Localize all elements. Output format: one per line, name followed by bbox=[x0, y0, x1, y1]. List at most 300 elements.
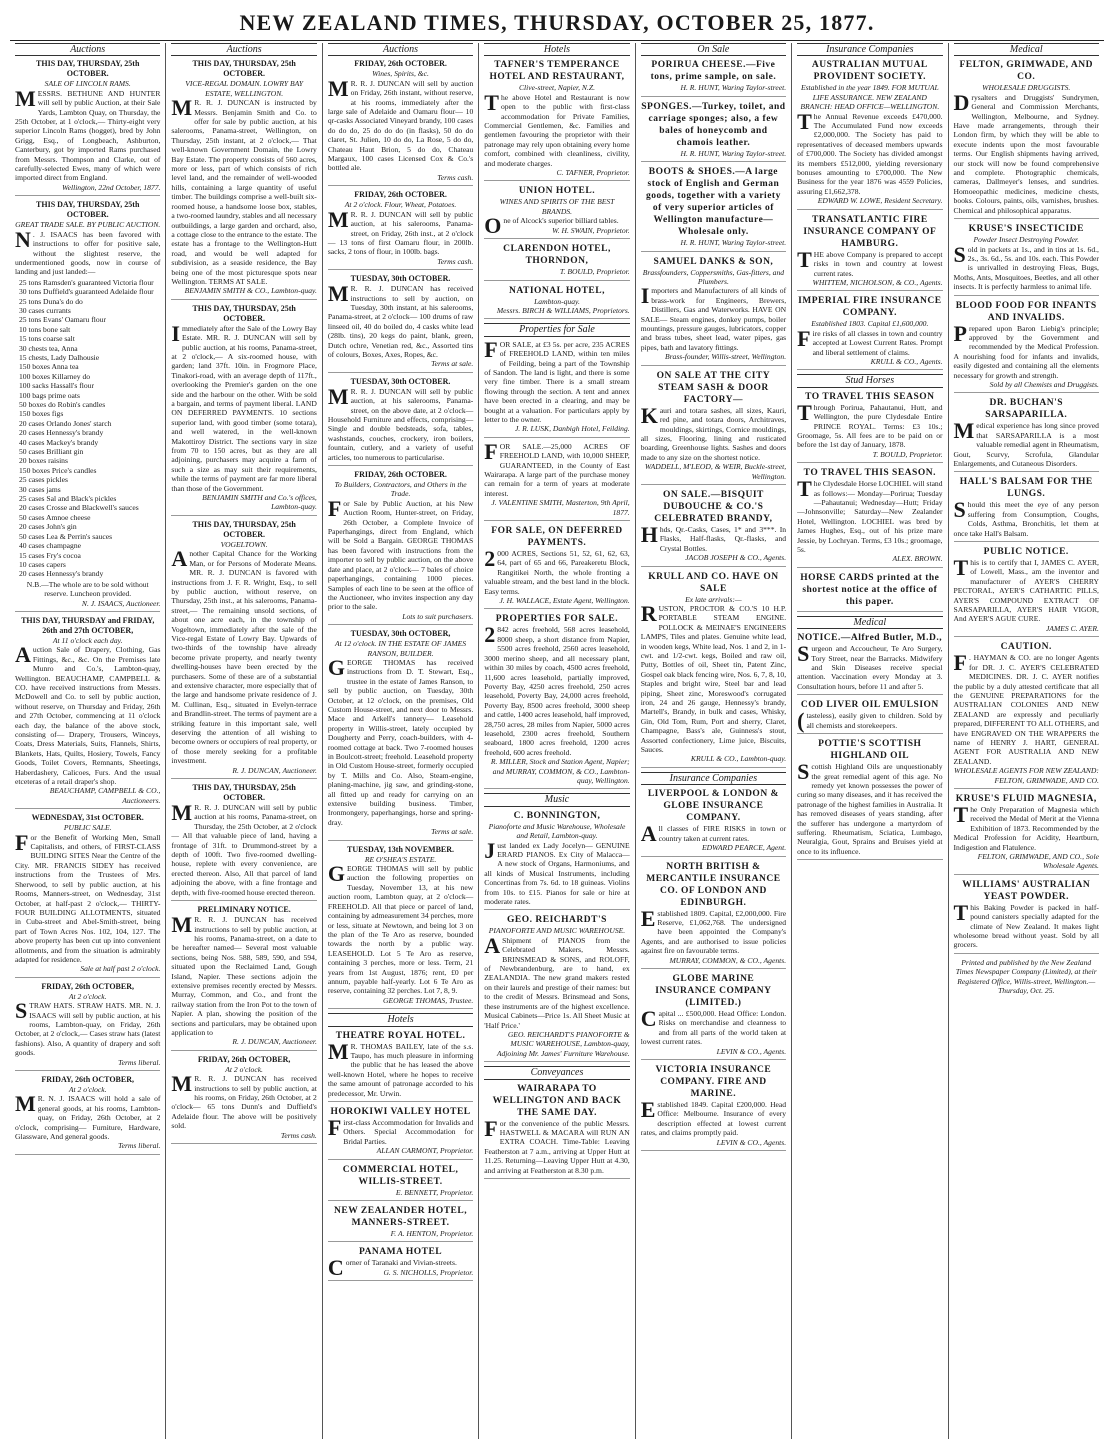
ad-subheading: Powder Insect Destroying Powder. bbox=[973, 235, 1080, 245]
lot-item: 20 cases Hennessy's brandy bbox=[19, 569, 104, 579]
section-header: Medical bbox=[797, 616, 942, 629]
ad-signature: J. H. WALLACE, Estate Agent, Wellington. bbox=[499, 596, 630, 606]
advertisement bbox=[797, 738, 942, 860]
section-header: Auctions bbox=[171, 43, 316, 56]
section-header: Conveyances bbox=[484, 1066, 629, 1079]
drop-cap: G bbox=[327, 654, 345, 680]
lot-item: 40 cases champagne bbox=[19, 541, 81, 551]
ad-body: Established 1809. Capital, £2,000,000. Fire Reserve, £1,062,768. The undersigned have been appointed the Company's Agents, and are authorised to issue policies against fire on favourable terms. bbox=[640, 905, 787, 956]
ad-heading: THIS DAY, THURSDAY, 25th OCTOBER. bbox=[192, 783, 296, 803]
advertisement bbox=[328, 1106, 473, 1160]
lot-item: 20 cases John's gin bbox=[19, 522, 77, 532]
ad-body: Just landed ex Lady Jocelyn— GENUINE ERARD PIANOS. Ex City of Malacca— A new stock of Organs, Harmoniums, and all kinds of Musical Instruments, including Concertinas from 7s. 6d. to 18 guineas. Violins from 10s. to £15. Pianos for sale or hire at moderate rates. bbox=[484, 837, 630, 907]
ad-subheading: Lambton-quay. bbox=[534, 296, 580, 306]
ad-heading: PANAMA HOTEL bbox=[358, 1247, 443, 1258]
ad-signature: N. J. ISAACS, Auctioneer. bbox=[81, 598, 161, 608]
ad-heading: SAMUEL DANKS & SON, bbox=[653, 256, 774, 267]
lot-item: 100 sacks Hassall's flour bbox=[19, 381, 94, 391]
ad-body: The Annual Revenue exceeds £470,000. The Accumulated Fund now exceeds £2,000,000. The Society has paid to representatives of deceased members upwards of £700,000. The Society has divided amongst its members £512,000, yielding reversionary bonuses amounting to £700,000. The New Business for the year 1876 was 4559 Policies, assuring £1,662,378. bbox=[797, 108, 943, 196]
lot-item: 25 tons Duna's do do bbox=[19, 296, 83, 306]
advertisement bbox=[797, 632, 942, 695]
ad-heading: WEDNESDAY, 31st OCTOBER. bbox=[31, 813, 144, 823]
drop-cap: M bbox=[171, 95, 193, 121]
ad-signature: Sale at half past 2 o'clock. bbox=[80, 964, 161, 974]
ad-body: Should this meet the eye of any person suffering from Consumption, Coughs, Colds, Asthma, Bronchitis, let them at once take Hall's Balsam. bbox=[953, 497, 1099, 538]
ad-subheading: GREAT TRADE SALE. BY PUBLIC AUCTION. bbox=[15, 220, 161, 230]
column-7 bbox=[948, 43, 1104, 1439]
advertisement bbox=[954, 59, 1099, 219]
ad-signature: KRULL & CO., Lambton-quay. bbox=[690, 754, 787, 764]
ad-heading: PRELIMINARY NOTICE. bbox=[197, 905, 291, 915]
advertisement bbox=[328, 470, 473, 625]
advertisement bbox=[171, 783, 316, 901]
ad-subheading: RE O'SHEA'S ESTATE. bbox=[364, 854, 437, 864]
drop-cap: M bbox=[171, 912, 193, 938]
ad-heading: THIS DAY, THURSDAY, 25th OCTOBER. bbox=[36, 200, 140, 220]
ad-body: Through Porirua, Pahautanui, Hutt, and Wellington, the pure Clydesdale Entire PRINCE ROYAL. Terms: £3 10s.; Groomage, 5s. All fees are to be paid on or before the 1st day of January, 1878. bbox=[797, 399, 943, 450]
lot-list bbox=[15, 278, 160, 579]
ad-heading: TUESDAY, 30th OCTOBER. bbox=[350, 274, 451, 284]
ad-signature: FELTON, GRIMWADE, AND CO., Sole Wholesale Agents. bbox=[977, 852, 1099, 871]
drop-cap: I bbox=[640, 283, 650, 309]
ad-heading: FRIDAY, 26th OCTOBER, bbox=[197, 1054, 291, 1064]
ad-signature: Terms at sale. bbox=[431, 827, 474, 837]
lot-item: 100 bags prime oats bbox=[19, 390, 80, 400]
advertisement bbox=[797, 467, 942, 568]
ad-body: N . J. ISAACS has been favored with instructions to offer for positive sale, without the slightest reserve, the undermentioned goods, now in course of landing and just landed:— bbox=[15, 226, 161, 277]
column-4 bbox=[478, 43, 634, 1439]
ad-subheading: Pianoforte and Music Warehouse, Wholesale and Retail, Lambton-quay. bbox=[488, 821, 626, 841]
ad-heading: IMPERIAL FIRE INSURANCE COMPANY. bbox=[798, 296, 942, 319]
ad-body: One of Alcock's superior billiard tables. bbox=[484, 213, 619, 239]
ad-heading: POTTIE'S SCOTTISH HIGHLAND OIL bbox=[818, 739, 922, 762]
drop-cap: 2 bbox=[484, 622, 496, 648]
ad-body: For Sale by Public Auction, at his New Auction Room, Hunter-street, on Friday, 26th October, a Complete Invoice of Paperhangings, direct from England, which will be Sold a Bargain. GEORGE THOMAS has been favored with instructions from the importer to sell by public auction, on the above date and place, at 2 o'clock— 7 bales of choice paperhangings, containing 1000 pieces. Samples of each line to be seen at the office of the Auctioneer, who invites inspection any day prior to the sale. bbox=[327, 495, 474, 612]
ad-signature: W. H. SWAIN, Proprietor. bbox=[552, 225, 630, 235]
lot-item: 15 tons coarse salt bbox=[19, 334, 75, 344]
ad-body: Established 1849. Capital £200,000. Head Office: Melbourne. Insurance of every description effected at lowest current rates, and claims promptly paid. bbox=[640, 1096, 787, 1138]
ad-body: GEORGE THOMAS has received instructions from D. T. Stewart, Esq., trustee in the estate of James Ranson, to sell by public auction, on Tuesday, 30th October, at 12 o'clock, on the premises, Old Custom House-street, and next door to Messrs. Mace and Arkell's tannery— Leasehold property in Willis-street, lately occupied by Dougherty and Perry, coach-builders, with 4-roomed cottage at back. Two 7-roomed houses in Boulcott-street; freehold. Leasehold property in Old Custom House-street, formerly occupied by T. Mills and Co. Also, Steam-engine, planing-machine, jig saw, and grinding-stone, all fitted up and ready for carrying on an extensive building business. Timber, Ironmongery, paperhangings, horse and spring-dray. bbox=[327, 654, 474, 827]
ad-body: Immediately after the Sale of the Lowry Bay Estate. MR. R. J. DUNCAN will sell by public auction, at his rooms, Panama-street, at 2 o'clock,— A six-roomed house, with garden; land 37ft. 10in. in Frogmore Place, Tinakori-road, with an average depth of 117ft., overlooking the Premier's garden on the one side and the harbour on the other. With be sold a bargain, and terms of payment liberal. LAND ON DEFERRED PAYMENTS. 10 sections superior land, with good timber (some totara), and well watered, in the well-known Makottiroy District. The sections vary in size from 70 to 150 acres, but as they are all adjoining, purchasers may acquire a farm of such a size as may suit their requirements, while the terms of payment are far more liberal than those of the Government. bbox=[171, 320, 317, 493]
advertisement bbox=[171, 520, 316, 779]
advertisement bbox=[641, 861, 786, 969]
advertisement bbox=[484, 185, 629, 239]
advertisement bbox=[171, 304, 316, 516]
ad-heading: HALL'S BALSAM FOR THE LUNGS. bbox=[959, 477, 1093, 500]
advertisement bbox=[484, 59, 629, 181]
advertisement bbox=[641, 59, 786, 96]
ad-signature: Terms at sale. bbox=[431, 359, 474, 369]
ad-heading: KRULL AND CO. HAVE ON SALE bbox=[648, 571, 779, 594]
ad-body: Prepared upon Baron Liebig's principle; approved by the Government and recommended by the Medical Profession. A nourishing food for infants and invalids, easily digested and containing all the elements necessary for growth and strength. bbox=[953, 320, 1099, 380]
advertisement bbox=[328, 1205, 473, 1242]
ad-heading: TRANSATLANTIC FIRE INSURANCE COMPANY OF HAMBURG. bbox=[803, 214, 937, 249]
ad-signature: Wellington, 22nd October, 1877. bbox=[61, 182, 161, 192]
ad-body: GEORGE THOMAS will sell by public auction the following properties on Tuesday, November 13, at his new auction room, Lambton quay, at 2 o'clock— FREEHOLD. All that piece or parcel of land, containing by admeasurement 34 perches, more or less, situate at Newtown, and being lot 3 on the plan of the Te Aro as reserve, bounded towards the north by a public way. LEASEHOLD. Lot 5 Te Aro as reserve, containing 3 perches, more or less. Term, 21 years from 1st August, 1876; rent, £0 per annum, payable half-yearly. Lot 6 Te Aro as reserve, containing 32 perches. Lot 7, 8, 9. bbox=[327, 861, 474, 996]
advertisement bbox=[797, 59, 942, 209]
drop-cap: E bbox=[640, 1096, 656, 1122]
advertisement bbox=[641, 489, 786, 567]
ad-heading: FOR SALE, ON DEFERRED PAYMENTS. bbox=[491, 526, 623, 549]
advertisement bbox=[954, 223, 1099, 295]
column-3 bbox=[322, 43, 478, 1439]
drop-cap: T bbox=[797, 476, 812, 502]
lot-item: 10 cases capers bbox=[19, 559, 66, 569]
ad-signature: J. VALENTINE SMITH, Masterton, 9th April, 1877. bbox=[491, 498, 630, 517]
ad-heading: FELTON, GRIMWADE, AND CO. bbox=[959, 60, 1093, 83]
advertisement bbox=[954, 397, 1099, 472]
ad-heading: ON SALE AT THE CITY STEAM SASH & DOOR FACTORY— bbox=[656, 370, 771, 405]
ad-heading: LIVERPOOL & LONDON & GLOBE INSURANCE COMPANY. bbox=[647, 789, 779, 824]
drop-cap: S bbox=[953, 241, 966, 267]
ad-body: FOR SALE, at £3 5s. per acre, 235 ACRES of FREEHOLD LAND, within ten miles of Feilding, being a part of the Township of Sandon. The land is light, and there is some very fine timber. There is a small stream flowing through the section. A tent and annex have been erected in a clearing, and may be bought at a valuation. For particulars apply by letter to the owner. bbox=[484, 336, 630, 424]
advertisement bbox=[328, 629, 473, 841]
ad-heading: TUESDAY, 30th OCTOBER. bbox=[350, 376, 451, 386]
ad-heading: TAFNER'S TEMPERANCE HOTEL AND RESTAURANT, bbox=[489, 60, 625, 83]
drop-cap: J bbox=[484, 837, 496, 863]
ad-signature: ALEX. BROWN. bbox=[892, 554, 943, 564]
drop-cap: S bbox=[797, 759, 810, 785]
advertisement bbox=[328, 377, 473, 466]
advertisement bbox=[641, 101, 786, 162]
drop-cap: T bbox=[953, 555, 969, 581]
drop-cap: P bbox=[953, 320, 967, 346]
drop-cap: S bbox=[15, 998, 28, 1024]
advertisement bbox=[641, 1064, 786, 1151]
drop-cap: A bbox=[640, 821, 657, 847]
lot-item: 150 boxes Price's candles bbox=[19, 465, 97, 475]
section-header: Properties for Sale bbox=[484, 323, 629, 336]
ad-signature: Terms cash. bbox=[437, 172, 474, 182]
lot-item: 30 cases currants bbox=[19, 305, 71, 315]
ad-heading: UNION HOTEL. bbox=[518, 186, 596, 197]
section-header: Auctions bbox=[15, 43, 160, 56]
ad-body: Hhds, Qr.-Casks, Cases, 1* and 3***. In Flasks, Half-flasks, Qr.-flasks, and Crystal Bottles. bbox=[640, 521, 787, 553]
lot-item: 15 chests, Lady Dalhousie bbox=[19, 352, 100, 362]
ad-heading: HOROKIWI VALLEY HOTEL bbox=[330, 1107, 471, 1117]
ad-heading: TO TRAVEL THIS SEASON bbox=[805, 391, 935, 402]
drop-cap: S bbox=[797, 641, 810, 667]
ad-heading: COMMERCIAL HOTEL, WILLIS-STREET. bbox=[342, 1164, 459, 1187]
ad-signature: LEVIN & CO., Agents. bbox=[716, 1046, 787, 1056]
ad-subheading: Clive-street, Napier, N.Z. bbox=[518, 83, 596, 93]
ad-signature: Terms liberal. bbox=[118, 1141, 161, 1151]
ad-heading: KRUSE'S FLUID MAGNESIA, bbox=[955, 793, 1097, 804]
advertisement bbox=[641, 973, 786, 1060]
ad-body: This Baking Powder is packed in half-pound canisters specially adapted for the climate of New Zealand. It makes light wholesome bread without yeast. Sold by all grocers. bbox=[953, 899, 1099, 950]
ad-body: A Shipment of PIANOS from the Celebrated Makers, Messrs. BRINSMEAD & SONS, and ROLOFF, of Newbrandenburg, are to hand, ex ZEALANDIA. The new grand makers rested on their laurels and prestige of their names: but to the credit of Messrs. Brinsmead and Sons, these instruments are of the highest excellence. Musical Cabinets—Price 1s. All Sheet Music at 'Half Price.' bbox=[484, 932, 630, 1030]
advertisement bbox=[171, 1055, 316, 1144]
ad-heading: VICTORIA INSURANCE COMPANY. FIRE AND MARINE. bbox=[655, 1064, 772, 1099]
ad-body: For the convenience of the public Messrs. HASTWELL & MACARA will RUN AN EXTRA COACH. Time-Table: Leaving Featherston at 7 a.m., arriving at Upper Hutt at 11.25. Returning—Leaving Upper Hutt at 4.30, and arriving at Featherston at 8.30 p.m. bbox=[484, 1115, 630, 1175]
drop-cap: F bbox=[327, 1115, 342, 1140]
drop-cap: O bbox=[484, 213, 502, 239]
ad-signature: Lots to suit purchasers. bbox=[402, 611, 474, 621]
drop-cap: M bbox=[327, 206, 349, 232]
ad-signature: EDWARD W. LOWE, Resident Secretary. bbox=[817, 196, 943, 206]
lot-item: 30 tons Duffield's guaranteed Adelaide flour bbox=[19, 287, 154, 297]
ad-body: Scottish Highland Oils are unquestionably the great remedial agent of this age. No remedy yet known possesses the power of curing so many diseases, and it has received the patronage of the highest families in Australia. It has removed diseases of years standing, after the sufferer has undergone a martyrdom of suffering. Rheumatism, Sciatica, Lumbago, Neuralgia, Gout, Sprains and Bruises yield at once to its influence. bbox=[797, 759, 943, 856]
lot-item: 25 tons Evans' Oamaru flour bbox=[19, 315, 106, 325]
ad-subheading: Brassfounders, Coppersmiths, Gas-fitters, and Plumbers. bbox=[642, 267, 785, 287]
masthead-title: NEW ZEALAND TIMES, THURSDAY, OCTOBER 25, 1877. bbox=[239, 10, 875, 35]
lot-item: 30 chests tea, Anna bbox=[19, 343, 78, 353]
advertisement bbox=[328, 1246, 473, 1281]
advertisement bbox=[484, 914, 629, 1062]
ad-heading: PROPERTIES FOR SALE. bbox=[495, 614, 619, 625]
drop-cap: F bbox=[484, 438, 498, 464]
advertisement bbox=[484, 336, 630, 438]
ad-heading: BOOTS & SHOES.—A large stock of English and German goods, together with a variety of very superior articles of Wellington manufacture—Wholesale only. bbox=[645, 167, 781, 238]
advertisement bbox=[171, 59, 316, 299]
ad-body: THE above Company is prepared to accept risks in town and country at lowest current rates. bbox=[797, 246, 943, 278]
drop-cap: A bbox=[15, 642, 31, 668]
ad-signature: H. R. HUNT, Waring Taylor-street. bbox=[680, 148, 787, 158]
ad-signature: Terms cash. bbox=[280, 1130, 317, 1140]
ad-body: M R. R. J. DUNCAN is instructed by Messrs. Benjamin Smith and Co. to offer for sale by public auction, at his salerooms, Panama-street, Wellington, on Thursday, 25th instant, at 2 o'clock,— That well-known Government Domain, the Lowry Bay Estate. The property consists of 560 acres, more or less, part of which consists of rich level land, and the remainder of well-wooded hills, containing a large quantity of useful timber. The buildings comprise a well-built six-roomed house, a handsome loose box, stables, a two-roomed laundry, stables and all necessary outbuildings, a large garden and orchard, also, a cottage close to the entrance to the estate. The estate has a frontage to the Wellington-Hutt road, and would be well adapted for subdivision, as a seaside residence, the Bay being one of the most picturesque spots near Wellington. TERMS AT SALE. bbox=[171, 95, 317, 286]
advertisement bbox=[954, 793, 1099, 875]
ad-body: M R. R. J. DUNCAN will sell by public auction, at his salerooms, Panama-street, on the above date, at 2 o'clock— Household Furniture and effects, comprising— Single and double bedsteads, sofa, tables, washstands, couches, crockery, iron boilers, fountain, cutlery, and a variety of useful articles, too numerous to particularise. bbox=[327, 383, 474, 462]
ad-body: RUSTON, PROCTOR & CO.'S 10 H.P. PORTABLE STEAM ENGINE. POLLOCK & MEINAE'S ENGINEERS LAMPS, Tiles and plates. Genuine white lead, in wooden kegs, White lead, Nos. 1 and 2, in 1-cwt. and 1/2-cwt. kegs, Boiled and raw oil, Putty, Bottles of oil, Sheet tin, Patent Zinc, Gospel oak black fencing wire, Nos. 6, 7, 8, 10, Staples and bright wire, Steel bar and lead piping, Sheet zinc, Moreswood's corrugated iron, 24 and 26 gauge, Hennessy's brandy, Martell's, Brandy, in bulk and cases, Whisky, Gin, Old Tom, Rum, Port and sherry, Claret, Champagne, Bass's ale, Guinness's stout, Assorted confectionery, Lime juice, Biscuits, Sauces. bbox=[640, 600, 787, 755]
advertisement bbox=[328, 1164, 473, 1201]
lot-item: 50 cases Lea & Perrin's sauces bbox=[19, 531, 113, 541]
ad-signature: T. BOULD, Proprietor. bbox=[559, 267, 630, 277]
advertisement bbox=[484, 1083, 629, 1179]
drop-cap: F bbox=[797, 325, 811, 351]
lot-item: 20 cases Hennessy's brandy bbox=[19, 428, 104, 438]
drop-cap: M bbox=[15, 85, 36, 111]
advertisement bbox=[641, 370, 786, 485]
ad-heading: C. BONNINGTON, bbox=[513, 810, 601, 821]
advertisement bbox=[15, 813, 160, 978]
ad-signature: WHOLESALE AGENTS FOR NEW ZEALAND: FELTON, GRIMWADE, AND CO. bbox=[953, 766, 1099, 785]
ad-heading: THEATRE ROYAL HOTEL. bbox=[335, 1030, 466, 1041]
advertisement bbox=[328, 59, 473, 186]
ad-signature: Messrs. BIRCH & WILLIAMS, Proprietors. bbox=[496, 305, 630, 315]
advertisement bbox=[954, 476, 1099, 542]
drop-cap: ( bbox=[797, 708, 805, 734]
lot-item: 150 boxes figs bbox=[19, 409, 64, 419]
section-header: Insurance Companies bbox=[641, 772, 786, 785]
ad-body: Importers and Manufacturers of all kinds of brass-work for Engineers, Brewers, Distillers, Gas and Waterworks. HAVE ON SALE— Steam engines, donkey pumps, boiler mountings, pressure gauges, lubricators, copper and brass tubes, sheet lead, water pipes, gas pipes, bath and lavatory fittings. bbox=[640, 283, 787, 352]
ad-heading: GLOBE MARINE INSURANCE COMPANY (LIMITED.) bbox=[655, 973, 772, 1008]
lot-item: 150 boxes Anna tea bbox=[19, 362, 79, 372]
advertisement bbox=[641, 256, 786, 366]
ad-signature: H. R. HUNT, Waring Taylor-street. bbox=[680, 238, 787, 248]
ad-subheading: At 12 o'clock. IN THE ESTATE OF JAMES RANSON, BUILDER. bbox=[334, 639, 467, 658]
ad-signature: F. A. HENTON, Proprietor. bbox=[390, 1229, 474, 1239]
ad-body: MESSRS. BETHUNE AND HUNTER will sell by public Auction, at their Sale Yards, Lambton Quay, on Thursday, the 25th October, at 1 o'clock,— Thirty-eight very superior Lincoln Rams (hogget), bred by John Grigg, Esq., of Longbeach, Ashburton, Canterbury, got by imported Rams purchased from Messrs. Thompson and Clarke, out of carefully-selected Ewes, many of which were imported direct from England. bbox=[15, 85, 161, 183]
ad-body: This is to certify that I, JAMES C. AYER, of Lowell, Mass., am the inventor and manufacturer of AYER'S CHERRY PECTORAL, AYER'S CATHARTIC PILLS, AYER'S COMPOUND EXTRACT OF SARSAPARILLA, AYER'S HAIR VIGOR, And AYER'S AGUE CURE. bbox=[953, 555, 1099, 624]
advertisement bbox=[797, 295, 942, 370]
ad-body: For the Benefit of Working Men, Small Capitalists, and others, of FIRST-CLASS BUILDING SITES Near the Centre of the City. MR. FRANCIS SIDEY has received instructions from the Trustees of Mrs. Sherwood, to sell by public auction, at his Rooms, Manners-street, on Wednesday, 31st October, at half-past 2 o'clock,— THIRTY-FOUR BUILDING ALLOTMENTS, situated in Cuba-street and Abel-Smith-street, being part of Town Acres Nos. 102, 104, 127. The above property has been cut up into convenient allotments, and from the situation is admirably adapted for residence. bbox=[15, 829, 161, 964]
ad-heading: WILLIAMS' AUSTRALIAN YEAST POWDER. bbox=[962, 879, 1091, 902]
ad-signature: R. J. DUNCAN, Auctioneer. bbox=[232, 1037, 317, 1047]
ad-heading: TUESDAY, 30th OCTOBER, bbox=[350, 629, 451, 639]
ad-signature: EDWARD PEARCE, Agent. bbox=[702, 843, 787, 853]
drop-cap: T bbox=[797, 246, 812, 272]
ad-subheading: Established in the year 1849. FOR MUTUAL LIFE ASSURANCE. NEW ZEALAND BRANCH: HEAD OFFICE—WELLINGTON. bbox=[800, 83, 940, 112]
ad-signature: T. BOULD, Proprietor. bbox=[872, 449, 943, 459]
ad-subheading: WINES AND SPIRITS OF THE BEST BRANDS. bbox=[499, 197, 615, 216]
drop-cap: N bbox=[15, 226, 31, 252]
ad-subheading: WHOLESALE DRUGGISTS. bbox=[982, 83, 1071, 93]
ad-body: M R. R. J. DUNCAN will sell by public auction, at his salerooms, Panama-street, on Friday, 26th inst., at 2 o'clock— 13 tons of first Oamaru flour, in 200lb. sacks, 2 tons of flour, in 100lb. bags. bbox=[327, 206, 474, 257]
ad-body: First-class Accommodation for Invalids and Others. Special Accommodation for Bridal Parties. bbox=[327, 1115, 474, 1146]
advertisement bbox=[484, 613, 629, 789]
ad-heading: AUSTRALIAN MUTUAL PROVIDENT SOCIETY. bbox=[811, 60, 928, 83]
ad-signature: R. MILLER, Stock and Station Agent, Napier; and MURRAY, COMMON, & CO., Lambton-quay, Wellington. bbox=[490, 757, 630, 785]
lot-item: 10 tons bone salt bbox=[19, 324, 71, 334]
drop-cap: D bbox=[953, 89, 970, 115]
ad-subheading: Established 1803. Capital £1,600,000. bbox=[811, 319, 929, 329]
drop-cap: C bbox=[640, 1005, 657, 1031]
advertisement bbox=[797, 391, 942, 463]
lot-item: 20 cases Crosse and Blackwell's sauces bbox=[19, 503, 139, 513]
drop-cap: M bbox=[327, 1038, 349, 1064]
advertisement bbox=[328, 190, 473, 270]
advertisement bbox=[797, 572, 942, 612]
ad-signature: Terms cash. bbox=[437, 256, 474, 266]
drop-cap: F bbox=[484, 1115, 498, 1141]
ad-body: M R. R. J. DUNCAN will sell by public auction at his rooms, Panama-street, on Thursday, the 25th October, at 2 o'clock— All that valuable piece of land, having a frontage of 31ft. to Drummond-street by a depth of 100ft. Two five-roomed dwelling-house, replete with every convenience, are erected thereon. Also, All that parcel of land adjoining the above, with a fine frontage and depth, with five-roomed house erected thereon. bbox=[171, 800, 317, 897]
drop-cap: M bbox=[171, 1071, 193, 1097]
ad-subheading: To Builders, Contractors, and Others in the Trade. bbox=[334, 480, 467, 499]
ad-subheading: At 2 o'clock. Flour, Wheat, Potatoes. bbox=[344, 200, 457, 210]
drop-cap: T bbox=[797, 108, 812, 134]
drop-cap: E bbox=[640, 905, 656, 931]
ad-body: Auction Sale of Drapery, Clothing, Gas Fittings, &c., &c. On the Premises late Munro and Co.'s, Lambton-quay, Wellington. BEAUCHAMP, CAMPBELL & CO. have received instructions from Messrs. McDowell and Co. to sell by public auction, without reserve, on Thursday and Friday, 26th and 27th October, commencing at 11 o'clock each day, the balance of the above stock, consisting of— Drapery, Trousers, Winceys, Coats, Dress Materials, Suits, Flannels, Shirts, Blankets, Hats, Quilts, Hosiery, Towels, Fancy Goods, Toilet Covers, Remnants, Sheetings, Haberdashery, Calicoes, Furs. And the usual etceteras of a retail draper's shop. bbox=[15, 642, 161, 787]
ad-body: Capital ... £500,000. Head Office: London. Risks on merchandise and cleanness to and from all parts of the world taken at lowest current rates. bbox=[640, 1005, 787, 1047]
drop-cap: R bbox=[640, 600, 657, 626]
drop-cap: A bbox=[171, 546, 188, 572]
drop-cap: F bbox=[953, 650, 967, 676]
section-header: Auctions bbox=[328, 43, 473, 56]
ad-signature: J. R. LUSK, Danbigh Hotel, Feilding. bbox=[514, 424, 630, 434]
ad-body: The Only Preparation of Magnesia which received the Medal of Merit at the Vienna Exhibition of 1873. Recommended by the Medical Profession for Acidity, Heartburn, Indigestion and Flatulence. bbox=[953, 801, 1099, 852]
advertisement bbox=[797, 699, 942, 734]
ad-body: M R. N. J. ISAACS will hold a sale of general goods, at his rooms, Lambton-quay, on Friday, 26th October, at 2 o'clock, comprising— Furniture, Hardware, Glassware, And general goods. bbox=[15, 1091, 161, 1142]
ad-signature: C. TAFNER, Proprietor. bbox=[556, 168, 630, 178]
ad-signature: KRULL & CO., Agents. bbox=[870, 356, 943, 366]
ad-signature: BENJAMIN SMITH and Co.'s offices, Lambton-quay. bbox=[202, 493, 317, 512]
advertisement bbox=[641, 788, 786, 856]
drop-cap: A bbox=[484, 932, 501, 958]
ad-body: F . HAYMAN & CO. are no longer Agents for DR. J. C. AYER'S CELEBRATED MEDICINES. DR. J. C. AYER notifies the public by a duly attested certificate that all the GENUINE PREPARATIONS for the AUSTRALIAN COLONIES AND NEW ZEALAND are expressly and peculiarly prepared, DIFFERENT TO ALL OTHERS, and have ENGRAVED ON THE WRAPPERS the name of HENRY J. HART, GENERAL AGENT FOR AUSTRALIA AND NEW ZEALAND. bbox=[953, 650, 1099, 766]
ad-signature: Terms liberal. bbox=[118, 1057, 161, 1067]
ad-subheading: PUBLIC SALE. bbox=[63, 823, 112, 833]
ad-signature: R. J. DUNCAN, Auctioneer. bbox=[232, 765, 317, 775]
ad-signature: GEORGE THOMAS, Trustee. bbox=[382, 995, 474, 1005]
lot-item: 25 cases pickles bbox=[19, 475, 68, 485]
ad-heading: WAIRARAPA TO WELLINGTON AND BACK THE SAME DAY. bbox=[492, 1083, 622, 1118]
ad-heading: THIS DAY, THURSDAY, 25th OCTOBER. bbox=[192, 519, 296, 539]
ad-body: Kauri and totara sashes, all sizes, Kauri, red pine, and totara doors, Architraves, mouldings, skirtings, Cornice mouldings, all sizes, Flooring, lining and rusticated boarding, Greenhouse lights. Sashes and doors made to any size on the shortest notice. bbox=[640, 402, 787, 462]
ad-body: M R. R. J. DUNCAN has received instructions to sell by public auction, at his rooms, Panama-street, on a date to be hereafter named— Several most valuable sections, being Nos. 588, 589, 590, and 594, situated upon the Reclaimed Land, Gough Island, Napier. These sections adjoin the extensive premises recently erected by Messrs. Murray, Common, and Co., and front the railway station from the Iron Pot to the town of Napier. A plan, showing the position of the sections and particulars, may be obtained upon application to bbox=[171, 912, 317, 1037]
section-header: Hotels bbox=[328, 1013, 473, 1026]
drop-cap: I bbox=[171, 320, 180, 346]
advertisement bbox=[641, 166, 786, 251]
lot-item: 25 tons Ramsden's guaranteed Victoria flour bbox=[19, 277, 154, 287]
ad-heading: NATIONAL HOTEL, bbox=[508, 285, 605, 296]
ad-subheading: At 2 o'clock. bbox=[68, 1085, 107, 1094]
ad-heading: PORIRUA CHEESE.—Five tons, prime sample, on sale. bbox=[650, 60, 777, 83]
ad-signature: JACOB JOSEPH & CO., Agents. bbox=[685, 553, 787, 563]
ad-signature: GEO. REICHARDT'S PIANOFORTE & MUSIC WAREHOUSE, Lambton-quay, Adjoining Mr. James' Furniture Warehouse. bbox=[496, 1029, 630, 1058]
ad-heading: NEW ZEALANDER HOTEL, MANNERS-STREET. bbox=[334, 1206, 468, 1229]
column-container bbox=[10, 43, 1104, 1439]
ad-heading: GEO. REICHARDT'S bbox=[507, 915, 607, 926]
drop-cap: M bbox=[327, 281, 349, 307]
advertisement bbox=[15, 1075, 160, 1155]
ad-body: Another Capital Chance for the Working Man, or for Persons of Moderate Means. MR. R. J. DUNCAN is favored with instructions from J. F. R. Wright, Esq., to sell by public auction, without reserve, on Thursday, 25th inst., at his salerooms, Panama-street,— The remaining unsold sections, of about one acre each, in the township of Vogeltown, immediately after the sale of the Vice-regal Estate of Lowry Bay. Upwards of two-thirds of the township have already become private property, and nearly twenty dwelling-houses have been erected by the purchasers. Some of these are of a substantial and extensive character, more especially that of the large and handsome private residence of J. M. Cullinan, Esq., situated in Evelyn-terrace and Brandlin-street. The terms of payment are a striking feature in this important sale, well deserving the attention of all wishing to become owners or occupiers of real property, or of those merely seeking for a profitable investment. bbox=[171, 546, 317, 766]
ad-body: Fire risks of all classes in town and country accepted at Lowest Current Rates. Prompt and liberal settlement of claims. bbox=[797, 325, 943, 357]
ad-signature: Sold by all Chemists and Druggists. bbox=[989, 379, 1099, 389]
drop-cap: F bbox=[15, 829, 29, 855]
lot-item: 15 cases Fry's cocoa bbox=[19, 550, 81, 560]
advertisement bbox=[484, 438, 630, 521]
advertisement bbox=[484, 285, 629, 320]
advertisement bbox=[328, 845, 473, 1010]
advertisement bbox=[484, 810, 629, 911]
drop-cap: G bbox=[327, 861, 345, 887]
section-header: Insurance Companies bbox=[797, 43, 942, 56]
ad-subheading: PIANOFORTE AND MUSIC WAREHOUSE. bbox=[488, 926, 626, 936]
drop-cap: M bbox=[327, 75, 349, 101]
column-2 bbox=[165, 43, 321, 1439]
lot-item: 20 cases Orlando Jones' starch bbox=[19, 418, 112, 428]
advertisement bbox=[954, 300, 1099, 394]
advertisement bbox=[15, 982, 160, 1071]
ad-signature: E. BENNETT, Proprietor. bbox=[395, 1187, 474, 1197]
ad-heading: NOTICE.—Alfred Butler, M.D., bbox=[797, 633, 943, 644]
ad-signature: MURRAY, COMMON, & CO., Agents. bbox=[669, 955, 787, 965]
drop-cap: M bbox=[171, 800, 193, 826]
advertisement bbox=[328, 1030, 473, 1102]
ad-signature: BENJAMIN SMITH & CO., Lambton-quay. bbox=[184, 286, 317, 296]
drop-cap: H bbox=[640, 521, 658, 547]
section-header: Hotels bbox=[484, 43, 629, 56]
advertisement bbox=[484, 243, 629, 280]
section-header: Music bbox=[484, 793, 629, 806]
lot-item: 25 cases Sal and Black's pickles bbox=[19, 494, 117, 504]
drop-cap: F bbox=[327, 495, 342, 521]
advertisement bbox=[797, 214, 942, 292]
ad-heading: NORTH BRITISH & MERCANTILE INSURANCE CO. OF LONDON AND EDINBURGH. bbox=[646, 861, 781, 908]
ad-body: M R. R. J. DUNCAN has received instructions to sell by public auction, at his rooms, on Friday, 26th October, at 2 o'clock— 65 tons Dunn's and Duffield's Adelaide flour. The above will be positively sold. bbox=[171, 1071, 317, 1131]
ad-heading: TUESDAY, 13th NOVEMBER. bbox=[347, 844, 455, 854]
drop-cap: M bbox=[327, 383, 349, 409]
lot-item: 50 boxes do Robin's candles bbox=[19, 400, 106, 409]
section-header: Medical bbox=[954, 43, 1099, 56]
ad-heading: FRIDAY, 26th OCTOBER, bbox=[41, 1075, 135, 1084]
advertisement bbox=[954, 546, 1099, 637]
drop-cap: F bbox=[484, 336, 498, 362]
drop-cap: C bbox=[327, 1255, 344, 1281]
ad-signature: LEVIN & CO., Agents. bbox=[716, 1137, 787, 1147]
ad-subheading: Wines, Spirits, &c. bbox=[372, 69, 429, 79]
section-header: On Sale bbox=[641, 43, 786, 56]
ad-heading: SPONGES.—Turkey, toilet, and carriage sponges; also, a few bales of honeycomb and chamois leather. bbox=[641, 101, 786, 148]
ad-body: FOR SALE.—25,000 ACRES OF FREEHOLD LAND, with 10,000 SHEEP, GUARANTEED, in the County of East Wairarapa. A large part of the purchase money can remain for a term of years at moderate interest. bbox=[484, 438, 630, 498]
ad-heading: THIS DAY, THURSDAY, 25th OCTOBER. bbox=[36, 59, 140, 79]
lot-item: 50 cases Brilliant gin bbox=[19, 447, 84, 457]
imprint: Printed and published by the New Zealand Times Newspaper Company (Limited), at their Registered Office, Willis-street, Wellington.—Thursday, Oct. 25. bbox=[955, 957, 1097, 996]
drop-cap: T bbox=[953, 801, 969, 827]
advertisement bbox=[171, 905, 316, 1051]
ad-subheading: SALE OF LINCOLN RAMS. bbox=[44, 79, 131, 89]
drop-cap: T bbox=[484, 89, 499, 115]
